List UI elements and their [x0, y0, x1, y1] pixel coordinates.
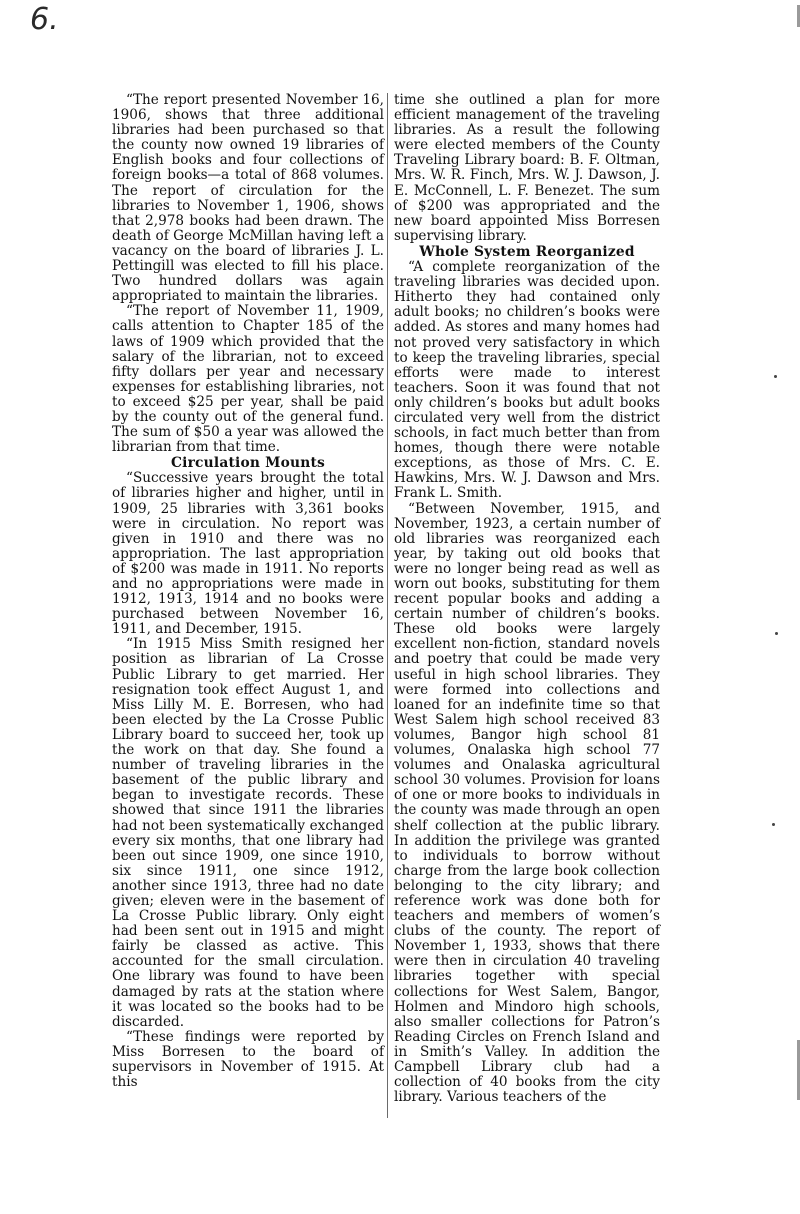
left-column [112, 93, 384, 1090]
column-divider [387, 93, 388, 1118]
paragraph-miss-smith-resigned: “In 1915 Miss Smith resigned her position as librarian of La Crosse Public Library to get married. Her resignation took effect August 1, and Miss Lilly M. E. Borresen, who had been elected by the La Crosse Public Library board to succeed her, took up the work on that day. She found a number of traveling libraries in the basement of the public library and began to investigate records. These showed that since 1911 the libraries had not been systematically exchanged every six months, that one library had been out since 1909, one since 1910, six since 1911, one since 1912, another since 1913, three had no date given; eleven were in the basement of La Crosse Public library. Only eight had been sent out in 1915 and might fairly be classed as active. This accounted for the small circulation. One library was found to have been damaged by rats at the station where it was located so the books had to be discarded. [112, 636, 384, 1030]
scan-speck [774, 375, 777, 378]
scan-speck [772, 823, 775, 826]
newspaper-clipping [108, 93, 664, 1120]
paragraph-report-1906: “The report presented November 16, 1906, shows that three additional libraries had been purchased so that the county now owned 19 libraries of English books and four collections of foreign books—a total of 868 volumes. The report of circulation for the libraries to November 1, 1906, shows that 2,978 books had been drawn. The death of George McMillan having left a vacancy on the board of libraries J. L. Pettingill was elected to fill his place. Two hundred dollars was again appropriated to maintain the libraries. [112, 92, 384, 305]
paragraph-plan-continued: time she outlined a plan for more efficient management of the traveling libraries. As a result the following were elected members of the County Traveling Library board: B. F. Oltman, Mrs. W. R. Finch, Mrs. W. J. Dawson, J. E. McConnell, L. F. Benezet. The sum of $200 was appropriated and the new board appointed Miss Borresen supervising library. [394, 92, 660, 244]
paragraph-report-1909: “The report of November 11, 1909, calls attention to Chapter 185 of the laws of 1909 which provided that the salary of the librarian, not to exceed fifty dollars per year and necessary expenses for establishing libraries, not to exceed $25 per year, shall be paid by the county out of the general fund. The sum of $50 a year was allowed the librarian from that time. [112, 303, 384, 456]
scan-speck [775, 632, 778, 635]
paragraph-findings-reported: “These findings were reported by Miss Borresen to the board of supervisors in November of 1915. At this [112, 1028, 384, 1091]
paragraph-complete-reorganization: “A complete reorganization of the traveling libraries was decided upon. Hitherto they had contained only adult books; no children’s books were added. As stores and many homes had not proved very satisfactory in which to keep the traveling libraries, special efforts were made to interest teachers. Soon it was found that not only children’s books but adult books circulated very well from the district schools, in fact much better than from homes, though there were notable exceptions, as those of Mrs. C. E. Hawkins, Mrs. W. J. Dawson and Mrs. Frank L. Smith. [394, 259, 660, 502]
paragraph-successive-years: “Successive years brought the total of libraries higher and higher, until in 1909, 25 libraries with 3,361 books were in circulation. No report was given in 1910 and there was no appropriation. The last appropriation of $200 was made in 1911. No reports and no appropriations were made in 1912, 1913, 1914 and no books were purchased between November 16, 1911, and December, 1915. [112, 470, 384, 638]
heading-whole-system-reorganized: Whole System Reorganized [419, 243, 635, 260]
page-number: 6. [30, 2, 59, 37]
paragraph-between-1915-1923: “Between November, 1915, and November, 1923, a certain number of old libraries was reorganized each year, by taking out old books that were no longer being read as well as worn out books, substituting for them recent popular books and adding a certain number of children’s books. These old books were largely excellent non-fiction, standard novels and poetry that could be made very useful in high school libraries. They were formed into collections and loaned for an indefinite time so that West Salem high school received 83 volumes, Bangor high school 81 volumes, Onalaska high school 77 volumes and Onalaska agricultural school 30 volumes. Provision for loans of one or more books to individuals in the county was made through an open shelf collection at the public library. In addition the privilege was granted to individuals to borrow without charge from the large book collection belonging to the city library; and reference work was done both for teachers and members of women’s clubs of the county. The report of November 1, 1933, shows that there were then in circulation 40 traveling libraries together with special collections for West Salem, Bangor, Holmen and Mindoro high schools, also smaller collections for Patron’s Reading Circles on French Island and in Smith’s Valley. In addition the Campbell Library club had a collection of 40 books from the city library. Various teachers of the [394, 500, 660, 1106]
heading-circulation-mounts: Circulation Mounts [170, 455, 326, 472]
right-column [394, 93, 660, 1105]
